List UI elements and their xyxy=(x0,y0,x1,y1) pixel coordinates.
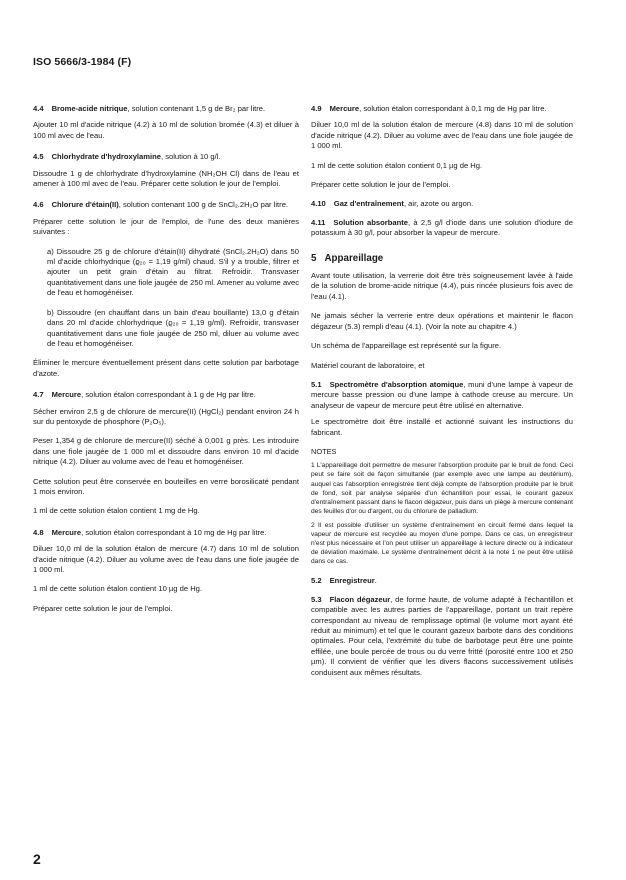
section-title: Enregistreur xyxy=(329,576,375,586)
section-title: Mercure xyxy=(329,104,360,113)
section-5-2 xyxy=(311,576,573,586)
section-5-1 xyxy=(311,380,573,411)
section-4-9 xyxy=(311,104,573,114)
section-text: , solution étalon correspondant à 1 g de Hg par litre. xyxy=(81,390,256,400)
list-item-b: b) Dissoudre (en chauffant dans un bain d'eau bouillante) 13,0 g d'étain dans 20 ml d'acide chlorhydrique (ϱ₂₀ = 1,19 g/ml). Refroidir, transvaser quantitativement dans une fiole jaugée de 250 ml, diluer au volume avec de l'eau et homogénéiser. xyxy=(47,307,299,348)
paragraph: Préparer cette solution le jour de l'emploi. xyxy=(33,603,173,613)
section-text: , solution à 10 g/l. xyxy=(160,152,221,162)
section-4-7 xyxy=(33,390,299,400)
section-number: 5.3 xyxy=(311,594,322,604)
section-title: Brome-acide nitrique xyxy=(51,104,128,113)
paragraph: Un schéma de l'appareillage est représenté sur la figure. xyxy=(311,341,502,351)
section-4-10 xyxy=(311,199,573,209)
section-number: 4.8 xyxy=(33,527,44,537)
paragraph: Préparer cette solution le jour de l'emploi, de l'une des deux manières suivantes : xyxy=(33,216,299,237)
paragraph: Matériel courant de laboratoire, et xyxy=(311,360,425,370)
right-column xyxy=(311,104,573,684)
section-4-8 xyxy=(33,528,299,538)
section-text: . xyxy=(374,576,377,586)
section-4-5 xyxy=(33,152,299,162)
paragraph: Dissoudre 1 g de chlorhydrate d'hydroxylamine (NH₂OH Cl) dans de l'eau et amener à 100 ml avec de l'eau. Préparer cette solution le jour de l'emploi. xyxy=(33,168,299,189)
paragraph: Diluer 10,0 ml de la solution étalon de mercure (4.7) dans 10 ml de solution d'acide nitrique (4.2). Diluer au volume avec de l'eau dans une fiole jaugée de 1 000 ml. xyxy=(33,544,299,574)
section-title: Solution absorbante xyxy=(333,217,408,227)
paragraph: Avant toute utilisation, la verrerie doit être très soigneusement lavée à l'aide de la solution de brome-acide nitrique (4.4), puis rincée plusieurs fois avec de l'eau (4.1). xyxy=(311,271,573,301)
section-text: , solution contenant 100 g de SnCl₂.2H₂O par litre. xyxy=(118,200,289,210)
paragraph: Sécher environ 2,5 g de chlorure de mercure(II) (HgCl₂) pendant environ 24 h sur du pentoxyde de phosphore (P₂O₅). xyxy=(33,406,299,426)
section-text: , solution étalon correspondant à 10 mg de Hg par litre. xyxy=(81,527,267,537)
notes-title: NOTES xyxy=(311,446,337,456)
section-5-3 xyxy=(311,595,573,678)
section-title: Gaz d'entraînement xyxy=(333,199,404,209)
section-title: Spectromètre d'absorption atomique xyxy=(329,379,464,389)
note-2: 2 Il est possible d'utiliser un système d'entraînement en circuit fermé dans lequel la vapeur de mercure est recyclée au moyen d'une pompe. Dans ce cas, un enregistreur n'est plus nécessaire et l'on peut utiliser un appareillage à lecture directe ou à indicateur de déviation maximale. Le système d'entraînement décrit à la note 1 ne peut être utilisé dans ce cas. xyxy=(311,521,573,566)
section-text: , à 2,5 g/l d'iode dans une solution d'iodure de potassium à 30 g/l, pour absorber la vapeur de mercure. xyxy=(311,217,573,238)
paragraph: 1 ml de cette solution étalon contient 0,1 µg de Hg. xyxy=(311,160,483,170)
paragraph: Le spectromètre doit être installé et actionné suivant les instructions du fabricant. xyxy=(311,417,573,437)
page-header: ISO 5666/3-1984 (F) xyxy=(33,56,132,68)
section-title: Mercure xyxy=(51,527,82,537)
section-number: 4.7 xyxy=(33,390,44,400)
section-title: Flacon dégazeur xyxy=(329,594,391,604)
section-4-4 xyxy=(33,104,299,114)
section-4-11 xyxy=(311,218,573,239)
section-title: Chlorhydrate d'hydroxylamine xyxy=(51,152,161,162)
chapter-number: 5 xyxy=(311,252,317,264)
section-number: 4.11 xyxy=(311,217,326,227)
paragraph: Diluer 10,0 ml de la solution étalon de mercure (4.8) dans 10 ml de solution d'acide nitrique (4.2). Diluer au volume avec de l'eau dans une fiole jaugée de 1 000 ml. xyxy=(311,120,573,151)
section-number: 4.10 xyxy=(311,199,326,209)
paragraph: Éliminer le mercure éventuellement présent dans cette solution par barbotage d'azote. xyxy=(33,358,299,378)
section-text: , muni d'une lampe à vapeur de mercure basse pression ou d'une lampe à cathode creuse au mercure. Un analyseur de vapeur de mercure peut être utilisé en alternative. xyxy=(311,379,573,410)
page-number: 2 xyxy=(33,851,41,867)
section-text: , solution étalon correspondant à 0,1 mg de Hg par litre. xyxy=(359,104,547,113)
section-number: 5.2 xyxy=(311,576,322,586)
section-number: 5.1 xyxy=(311,379,322,389)
note-1: 1 L'appareillage doit permettre de mesurer l'absorption produite par le bruit de fond. Ceci peut se faire soit de façon simultanée (par exemple avec une lampe au deutérium), auquel cas l'absorption enregistrée tient déjà compte de l'absorption produite par le bruit de fond, soit par analyse séparée d'un échantillon pour essai, le courant gazeux d'entraînement passant dans le flacon dégazeur, puis dans un piège à mercure contenant des feuilles d'or ou d'argent, ou du chlorure de palladium. xyxy=(311,462,573,515)
chapter-title: Appareillage xyxy=(324,252,384,264)
section-number: 4.4 xyxy=(33,104,44,113)
chapter-5-heading xyxy=(311,254,573,264)
section-title: Mercure xyxy=(51,390,82,400)
paragraph: Cette solution peut être conservée en bouteilles en verre borosilicaté pendant 1 mois environ. xyxy=(33,476,299,496)
section-number: 4.5 xyxy=(33,152,44,162)
paragraph: Peser 1,354 g de chlorure de mercure(II) séché à 0,001 g près. Les introduire dans une fiole jaugée de 1 000 ml et dissoudre dans environ 10 ml d'acide nitrique (4.2). Diluer au volume avec de l'eau et homogénéiser. xyxy=(33,436,299,467)
section-title: Chlorure d'étain(II) xyxy=(51,200,119,210)
paragraph: Ne jamais sécher la verrerie entre deux opérations et maintenir le flacon dégazeur (5.3) rempli d'eau (4.1). (Voir la note au chapitre 4.) xyxy=(311,311,573,331)
section-text: , air, azote ou argon. xyxy=(403,199,474,209)
section-text: , de forme haute, de volume adapté à l'échantillon et compatible avec les autres parties de l'appareillage, portant un trait repère correspondant au niveau de remplissage optimal (le volume mort ayant été réduit au minimum) et tel que le courant gazeux barbote dans des conditions optimales. Pour cela, l'extrémité du tube de barbotage peut être une pointe effilée, une boule percée de trous ou du verre fritté (porosité entre 100 et 250 µm). Il convient de vérifier que les divers flacons successivement utilisés conduisent aux mêmes résultats. xyxy=(311,594,573,677)
section-number: 4.6 xyxy=(33,200,44,210)
section-text: , solution contenant 1,5 g de Br₂ par litre. xyxy=(127,104,266,113)
paragraph: Ajouter 10 ml d'acide nitrique (4.2) à 10 ml de solution bromée (4.3) et diluer à 100 ml avec de l'eau. xyxy=(33,120,299,140)
section-4-6 xyxy=(33,200,299,210)
paragraph: 1 ml de cette solution étalon contient 10 µg de Hg. xyxy=(33,584,203,594)
list-item-a: a) Dissoudre 25 g de chlorure d'étain(II) dihydraté (SnCl₂.2H₂O) dans 50 ml d'acide chlorhydrique (ϱ₂₀ = 1,19 g/ml) chaud. S'il y a trouble, filtrer et ajouter un petit grain d'étain au filtrat. Refroidir. Transvaser quantitativement dans une fiole jaugée de 250 ml. Amener au volume avec de l'eau et homogénéiser. xyxy=(47,246,299,298)
section-number: 4.9 xyxy=(311,104,322,113)
paragraph: Préparer cette solution le jour de l'emploi. xyxy=(311,180,451,190)
left-column xyxy=(33,104,299,623)
paragraph: 1 ml de cette solution étalon contient 1 mg de Hg. xyxy=(33,506,200,516)
